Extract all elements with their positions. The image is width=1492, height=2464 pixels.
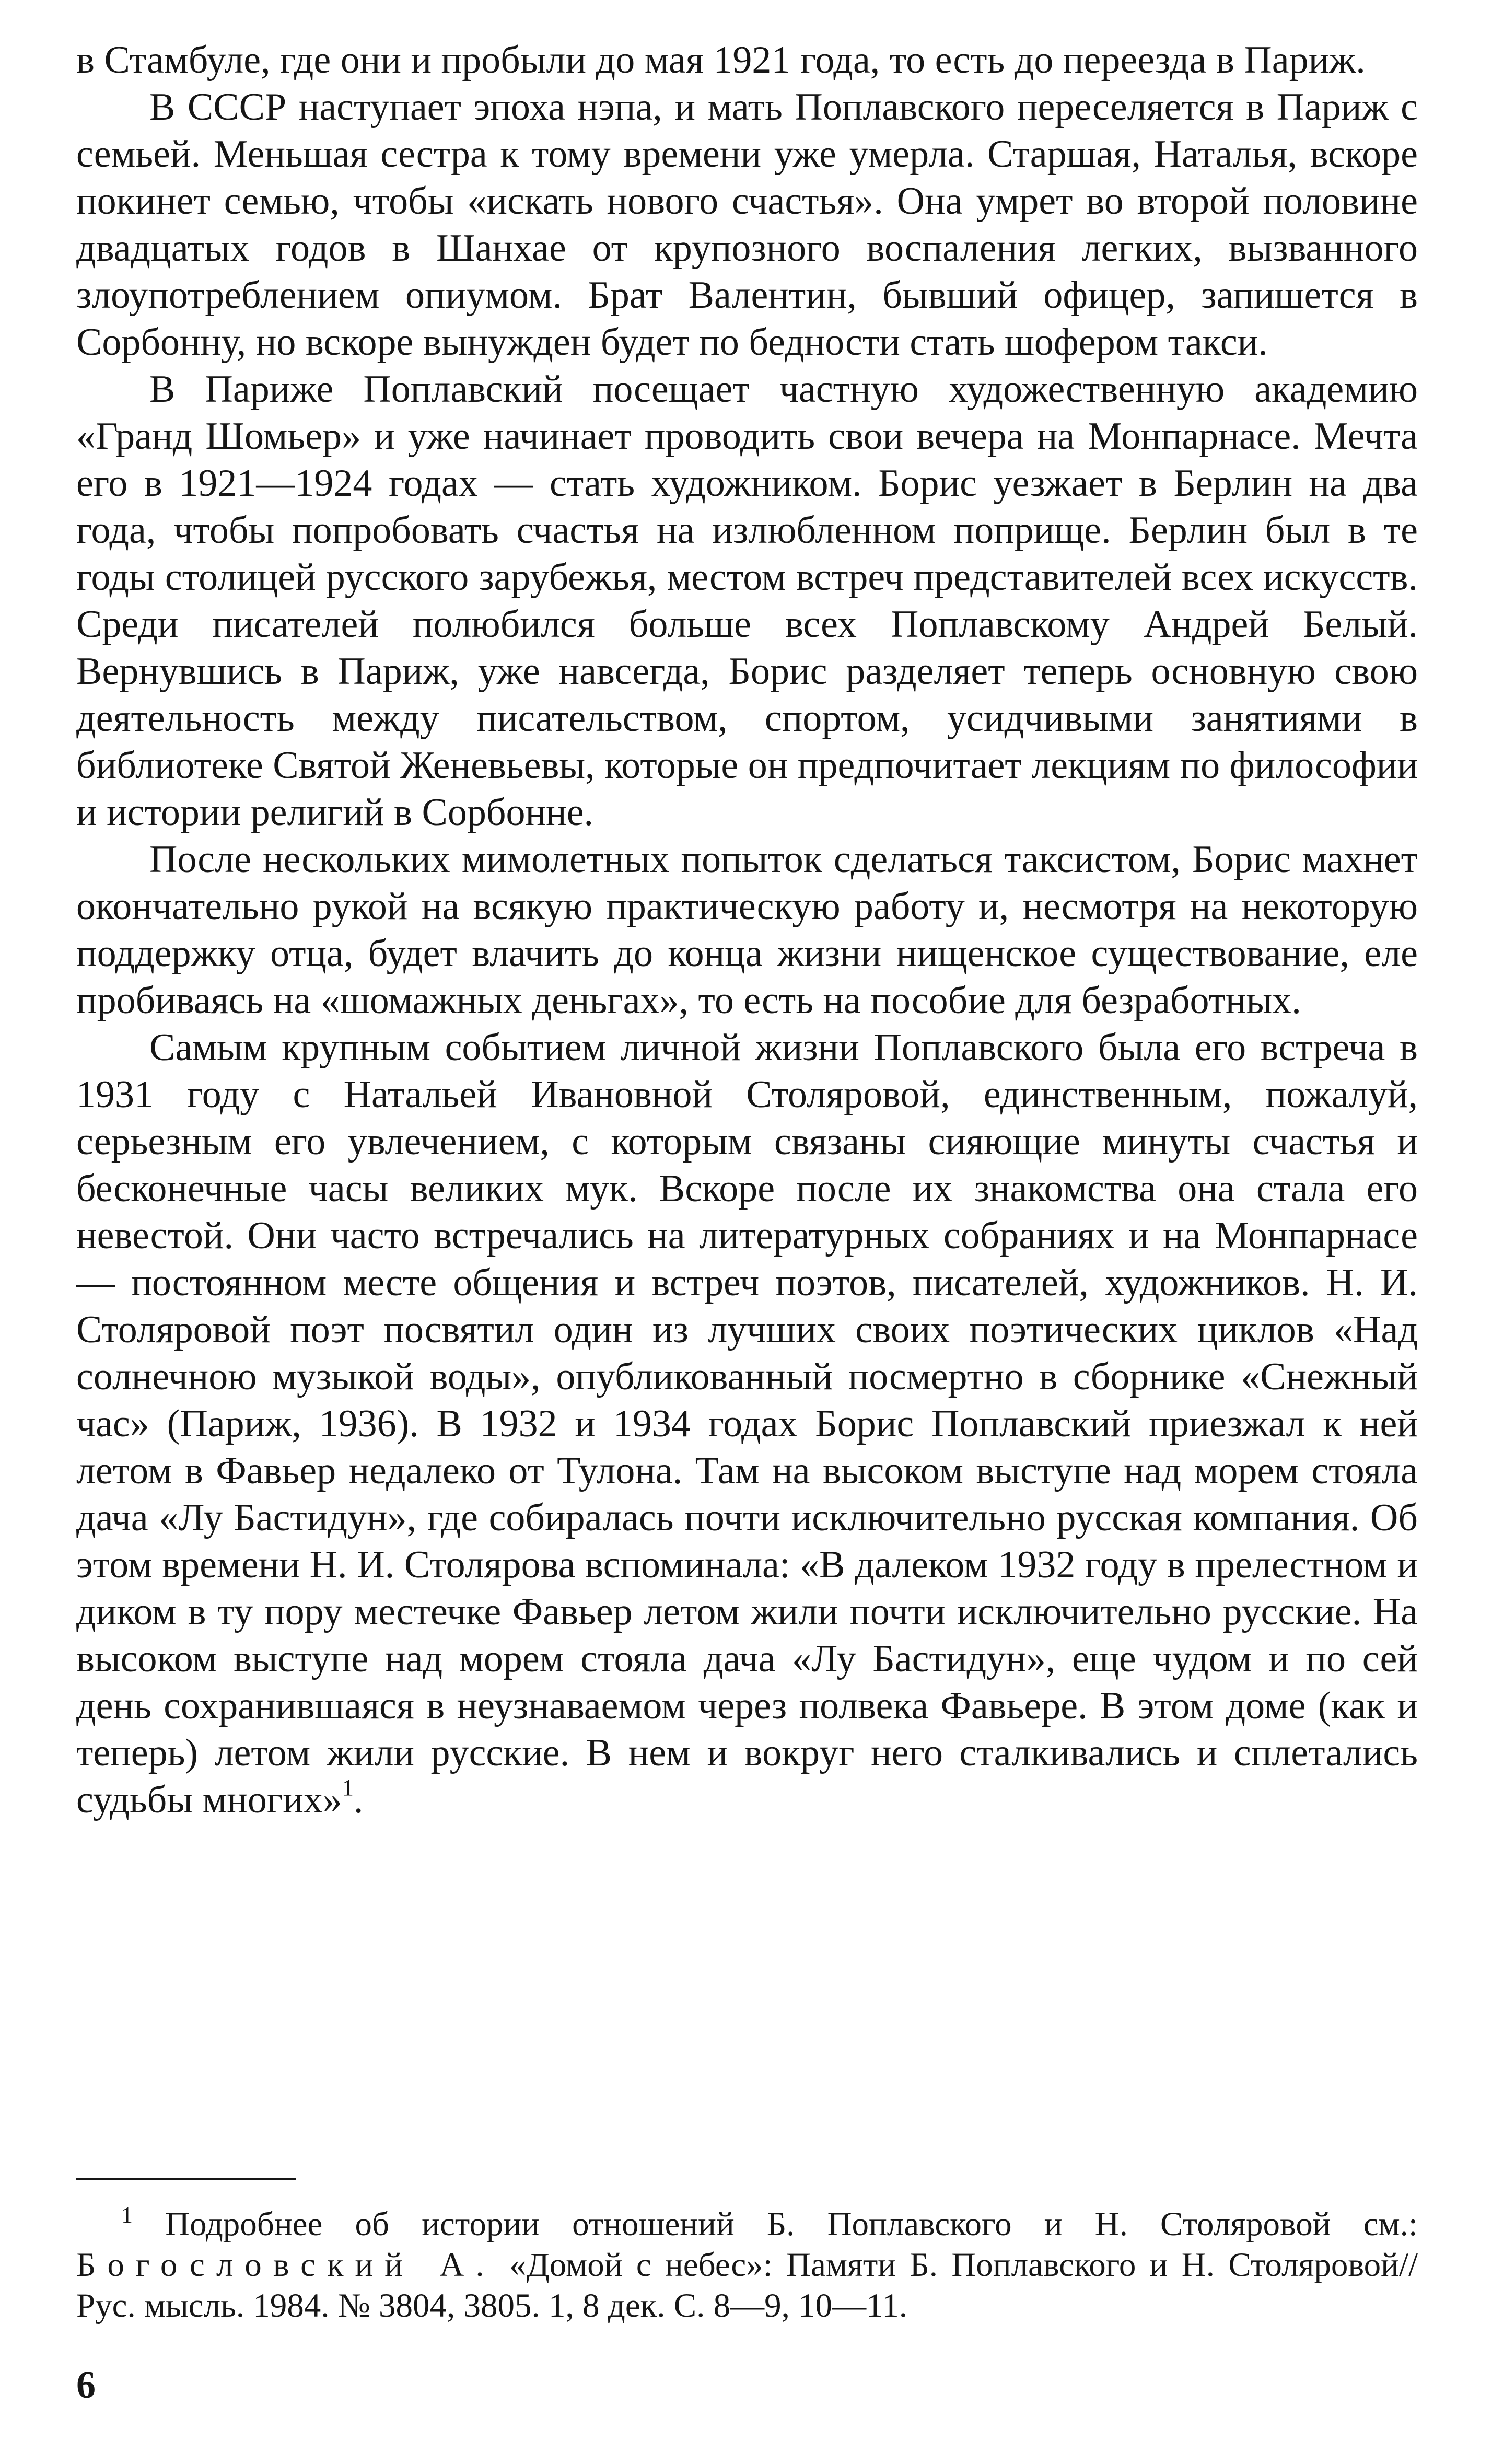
- footnote-text-after: «Домой с небес»: Памяти Б. Поплавского и Н. Столяровой//Рус. мысль. 1984. № 3804, 3805. 1, 8 дек. С. 8—9, 10—11.: [76, 2246, 1418, 2324]
- paragraph-4: [76, 836, 1418, 1024]
- footnote-text-before: Подробнее об истории отношений Б. Поплавского и Н. Столяровой см.:: [165, 2205, 1418, 2243]
- footnote-mark: 1: [121, 2202, 133, 2228]
- paragraph-2: [76, 84, 1418, 366]
- paragraph-2-text: В СССР наступает эпоха нэпа, и мать Поплавского переселяется в Париж с семьей. Меньшая сестра к тому времени уже умерла. Старшая, Наталья, вскоре покинет семью, чтобы «искать нового счастья». Она умрет во второй половине двадцатых годов в Шанхае от крупозного воспаления легких, вызванного злоупотреблением опиумом. Брат Валентин, бывший офицер, запишется в Сорбонну, но вскоре вынужден будет по бедности стать шофером такси.: [76, 86, 1418, 364]
- paragraph-5-tail: .: [353, 1779, 364, 1821]
- paragraph-1: [76, 37, 1418, 84]
- paragraph-3: [76, 366, 1418, 836]
- page-number: 6: [76, 2364, 96, 2407]
- paragraph-4-text: После нескольких мимолетных попыток сделаться таксистом, Борис махнет окончательно рукой на всякую практическую работу и, несмотря на некоторую поддержку отца, будет влачить до конца жизни нищенское существование, еле пробиваясь на «шомажных деньгах», то есть на пособие для безработных.: [76, 838, 1418, 1022]
- footnote-divider: [76, 2178, 296, 2180]
- footnote-author: Богословский А.: [76, 2246, 496, 2284]
- paragraph-5-text: Самым крупным событием личной жизни Поплавского была его встреча в 1931 году с Натальей Ивановной Столяровой, единственным, пожалуй, серьезным его увлечением, с которым связаны сияющие минуты счастья и бесконечные часы великих мук. Вскоре после их знакомства она стала его невестой. Они часто встречались на литературных собраниях и на Монпарнасе — постоянном месте общения и встреч поэтов, писателей, художников. Н. И. Столяровой поэт посвятил один из лучших своих поэтических циклов «Над солнечною музыкой воды», опубликованный посмертно в сборнике «Снежный час» (Париж, 1936). В 1932 и 1934 годах Борис Поплавский приезжал к ней летом в Фавьер недалеко от Тулона. Там на высоком выступе над морем стояла дача «Лу Бастидун», где собиралась почти исключительно русская компания. Об этом времени Н. И. Столярова вспоминала: «В далеком 1932 году в прелестном и диком в ту пору местечке Фавьер летом жили почти исключительно русские. На высоком выступе над морем стояла дача «Лу Бастидун», еще чудом и по сей день сохранившаяся в неузнаваемом через полвека Фавьере. В этом доме (как и теперь) летом жили русские. В нем и вокруг него сталкивались и сплетались судьбы многих»: [76, 1026, 1418, 1821]
- paragraph-1-text: в Стамбуле, где они и пробыли до мая 1921 года, то есть до переезда в Париж.: [76, 39, 1366, 82]
- main-text: [76, 37, 1418, 1823]
- footnote-reference-mark[interactable]: 1: [342, 1775, 354, 1800]
- paragraph-5: [76, 1024, 1418, 1823]
- paragraph-3-text: В Париже Поплавский посещает частную художественную академию «Гранд Шомьер» и уже начинает проводить свои вечера на Монпарнасе. Мечта его в 1921—1924 годах — стать художником. Борис уезжает в Берлин на два года, чтобы попробовать счастья на излюбленном поприще. Берлин был в те годы столицей русского зарубежья, местом встреч представителей всех искусств. Среди писателей полюбился больше всех Поплавскому Андрей Белый. Вернувшись в Париж, уже навсегда, Борис разделяет теперь основную свою деятельность между писательством, спортом, усидчивыми занятиями в библиотеке Святой Женевьевы, которые он предпочитает лекциям по философии и истории религий в Сорбонне.: [76, 368, 1418, 834]
- footnote: [76, 2204, 1418, 2326]
